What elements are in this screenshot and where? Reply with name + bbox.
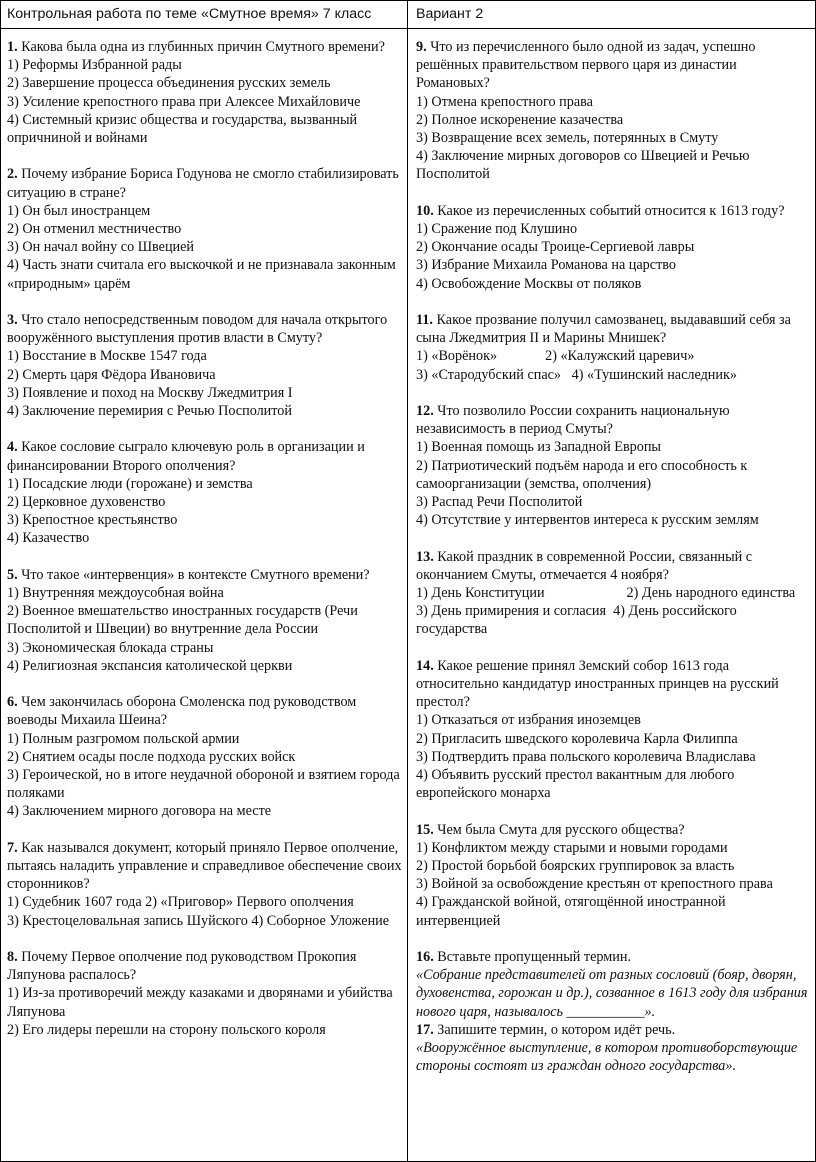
answer-option: 3) Экономическая блокада страны: [7, 639, 214, 656]
answer-option: 2) День народного единства: [626, 585, 796, 602]
question-number: 17.: [416, 1021, 434, 1038]
answer-option: 3) Распад Речи Посполитой: [416, 494, 583, 511]
question-7: [7, 839, 403, 930]
question-6: [7, 693, 403, 820]
answer-option: 4) Религиозная экспансия католической церкви: [7, 657, 293, 674]
question-5: [7, 566, 403, 675]
answer-option: 2) Он отменил местничество: [7, 221, 182, 238]
right-column: [416, 38, 809, 1094]
question-text: Чем была Смута для русского общества?: [437, 821, 685, 838]
question-text: Запишите термин, о котором идёт речь.: [437, 1021, 676, 1038]
answer-option: 4) Заключение мирных договоров со Швецией и Речью Посполитой: [416, 148, 750, 183]
question-text: Какой праздник в современной России, связанный с окончанием Смуты, отмечается 4 ноября?: [416, 548, 753, 583]
answer-option: 2) Простой борьбой боярских группировок за власть: [416, 858, 735, 875]
answer-option: 1) Сражение под Клушино: [416, 221, 578, 238]
answer-option: 1) Он был иностранцем: [7, 202, 151, 219]
question-4: [7, 438, 403, 547]
answer-option: 4) Системный кризис общества и государства, вызванный опричниной и войнами: [7, 111, 358, 147]
question-text: Какое сословие сыграло ключевую роль в организации и финансировании Второго ополчения?: [7, 439, 365, 474]
question-text: Почему Первое ополчение под руководством Прокопия Ляпунова распалось?: [7, 949, 357, 984]
question-number: 3.: [7, 312, 18, 329]
answer-option: 3) Подтвердить права польского королевича Владислава: [416, 748, 756, 765]
question-9: [416, 38, 809, 184]
question-number: 16.: [416, 949, 434, 966]
answer-option: 1) Отказаться от избрания иноземцев: [416, 712, 641, 729]
question-number: 9.: [416, 39, 427, 55]
question-13: [416, 548, 809, 639]
question-number: 6.: [7, 694, 18, 711]
question-number: 12.: [416, 403, 434, 420]
answer-option: 4) Освобождение Москвы от поляков: [416, 275, 642, 292]
header-divider: [1, 28, 815, 29]
answer-option: 1) «Ворёнок»: [416, 348, 498, 365]
answer-option: 3) Появление и поход на Москву Лжедмитрия I: [7, 384, 293, 401]
question-text: Что из перечисленного было одной из задач, успешно решённых правительством первого царя из династии Романовых?: [416, 39, 756, 92]
quote-text: «Вооружённое выступление, в котором противоборствующие стороны состоят из граждан одного государства».: [416, 1040, 798, 1075]
question-15: [416, 821, 809, 930]
answer-option: 1) Из-за противоречий между казаками и дворянами и убийства Ляпунова: [7, 985, 393, 1020]
question-11: [416, 311, 809, 384]
answer-option: 2) Полное искоренение казачества: [416, 111, 624, 128]
answer-option: 4) Отсутствие у интервентов интереса к русским землям: [416, 512, 759, 529]
answer-option: 2) Военное вмешательство иностранных государств (Речи Посполитой и Швеции) во внутренние дела России: [7, 603, 358, 638]
answer-option: 2) Завершение процесса объединения русских земель: [7, 75, 331, 92]
answer-option: 4) Объявить русский престол вакантным для любого европейского монарха: [416, 767, 735, 802]
question-12: [416, 402, 809, 529]
question-text: Почему избрание Бориса Годунова не смогло стабилизировать ситуацию в стране?: [7, 166, 399, 201]
answer-option: 3) Он начал войну со Швецией: [7, 239, 195, 256]
question-number: 11.: [416, 312, 433, 329]
answer-option: 1) Отмена крепостного права: [416, 93, 593, 110]
question-text: Чем закончилась оборона Смоленска под руководством воеводы Михаила Шеина?: [7, 694, 357, 729]
answer-option-row: 3) День примирения и согласия 4) День российского государства: [416, 603, 741, 638]
question-number: 5.: [7, 566, 18, 583]
answer-option: 1) Посадские люди (горожане) и земства: [7, 475, 253, 492]
answer-option: 2) Патриотический подъём народа и его способность к самоорганизации (земства, ополчения): [416, 457, 748, 492]
answer-option: 1) Внутренняя междоусобная война: [7, 585, 224, 602]
answer-option: 3) Избрание Михаила Романова на царство: [416, 257, 676, 274]
question-text: Что позволило России сохранить национальную независимость в период Смуты?: [416, 403, 730, 438]
test-title: Контрольная работа по теме «Смутное время» 7 класс: [7, 6, 372, 22]
question-number: 4.: [7, 439, 18, 456]
answer-option: 2) Пригласить шведского королевича Карла Филиппа: [416, 730, 738, 747]
question-number: 13.: [416, 548, 434, 565]
question-text: Что стало непосредственным поводом для начала открытого вооружённого выступления против власти в Смуту?: [7, 312, 388, 347]
answer-option: 2) «Калужский царевич»: [545, 348, 695, 365]
left-column: [7, 38, 403, 1057]
answer-option: 4) Часть знати считала его выскочкой и не признавала законным «природным» царём: [7, 257, 396, 292]
answer-option: 2) Смерть царя Фёдора Ивановича: [7, 366, 216, 383]
question-1: [7, 38, 403, 147]
question-text: Какое из перечисленных событий относится к 1613 году?: [437, 202, 785, 219]
question-17: [416, 1021, 809, 1076]
answer-option: 3) Героической, но в итоге неудачной обороной и взятием города поляками: [7, 767, 400, 802]
question-16: [416, 948, 809, 1021]
question-number: 10.: [416, 202, 434, 219]
answer-option-row: [416, 347, 809, 365]
answer-option: 3) Войной за освобождение крестьян от крепостного права: [416, 876, 773, 893]
question-number: 15.: [416, 821, 434, 838]
answer-option: 4) Заключение перемирия с Речью Посполитой: [7, 403, 292, 420]
question-2: [7, 165, 403, 292]
answer-option: 2) Снятием осады после подхода русских войск: [7, 748, 296, 765]
answer-option: 4) Казачество: [7, 530, 90, 547]
answer-option: 3) Возвращение всех земель, потерянных в Смуту: [416, 130, 719, 147]
answer-option: 3) Усиление крепостного права при Алексее Михайловиче: [7, 93, 361, 110]
answer-option-row: [416, 584, 809, 602]
answer-option: 1) Конфликтом между старыми и новыми городами: [416, 839, 728, 856]
answer-option: 3) Крестоцеловальная запись Шуйского 4) Соборное Уложение: [7, 912, 390, 929]
answer-option-row: 3) «Стародубский спас» 4) «Тушинский наследник»: [416, 366, 737, 383]
answer-option: 1) Реформы Избранной рады: [7, 57, 182, 74]
answer-option: 4) Заключением мирного договора на месте: [7, 803, 272, 820]
question-8: [7, 948, 403, 1039]
question-text: Как назывался документ, который приняло Первое ополчение, пытаясь наладить управление и справедливое обеспечение своих сторонников?: [7, 839, 402, 893]
question-10: [416, 202, 809, 293]
question-text: Что такое «интервенция» в контексте Смутного времени?: [21, 566, 370, 583]
quote-text: «Собрание представителей от разных сословий (бояр, дворян, духовенства, горожан и др.), созванное в 1613 году для избрания нового царя, называлось ___________».: [416, 967, 808, 1020]
question-text: Какое решение принял Земский собор 1613 года относительно кандидатур иностранных принцев на русский престол?: [416, 657, 779, 711]
question-number: 1.: [7, 39, 18, 55]
answer-option: 2) Окончание осады Троице-Сергиевой лавры: [416, 239, 695, 256]
answer-option: 1) Восстание в Москве 1547 года: [7, 348, 207, 365]
answer-option: 1) Военная помощь из Западной Европы: [416, 439, 661, 456]
question-number: 14.: [416, 657, 434, 674]
question-text: Вставьте пропущенный термин.: [437, 949, 632, 966]
answer-option: 2) Его лидеры перешли на сторону польского короля: [7, 1021, 326, 1038]
answer-option: 3) Крепостное крестьянство: [7, 512, 178, 529]
question-3: [7, 311, 403, 420]
question-14: [416, 657, 809, 803]
question-text: Какова была одна из глубинных причин Смутного времени?: [21, 39, 385, 55]
answer-option: 2) Церковное духовенство: [7, 494, 166, 511]
answer-option: 1) Судебник 1607 года 2) «Приговор» Первого ополчения: [7, 894, 354, 911]
column-divider: [407, 1, 408, 1161]
variant-label: Вариант 2: [416, 6, 484, 22]
question-number: 7.: [7, 839, 18, 856]
answer-option: 1) День Конституции: [416, 585, 545, 602]
answer-option: 1) Полным разгромом польской армии: [7, 730, 240, 747]
question-text: Какое прозвание получил самозванец, выдававший себя за сына Лжедмитрия II и Марины Мнишек?: [416, 312, 791, 347]
question-number: 8.: [7, 949, 18, 966]
answer-option: 4) Гражданской войной, отягощённой иностранной интервенцией: [416, 894, 726, 929]
question-number: 2.: [7, 166, 18, 183]
